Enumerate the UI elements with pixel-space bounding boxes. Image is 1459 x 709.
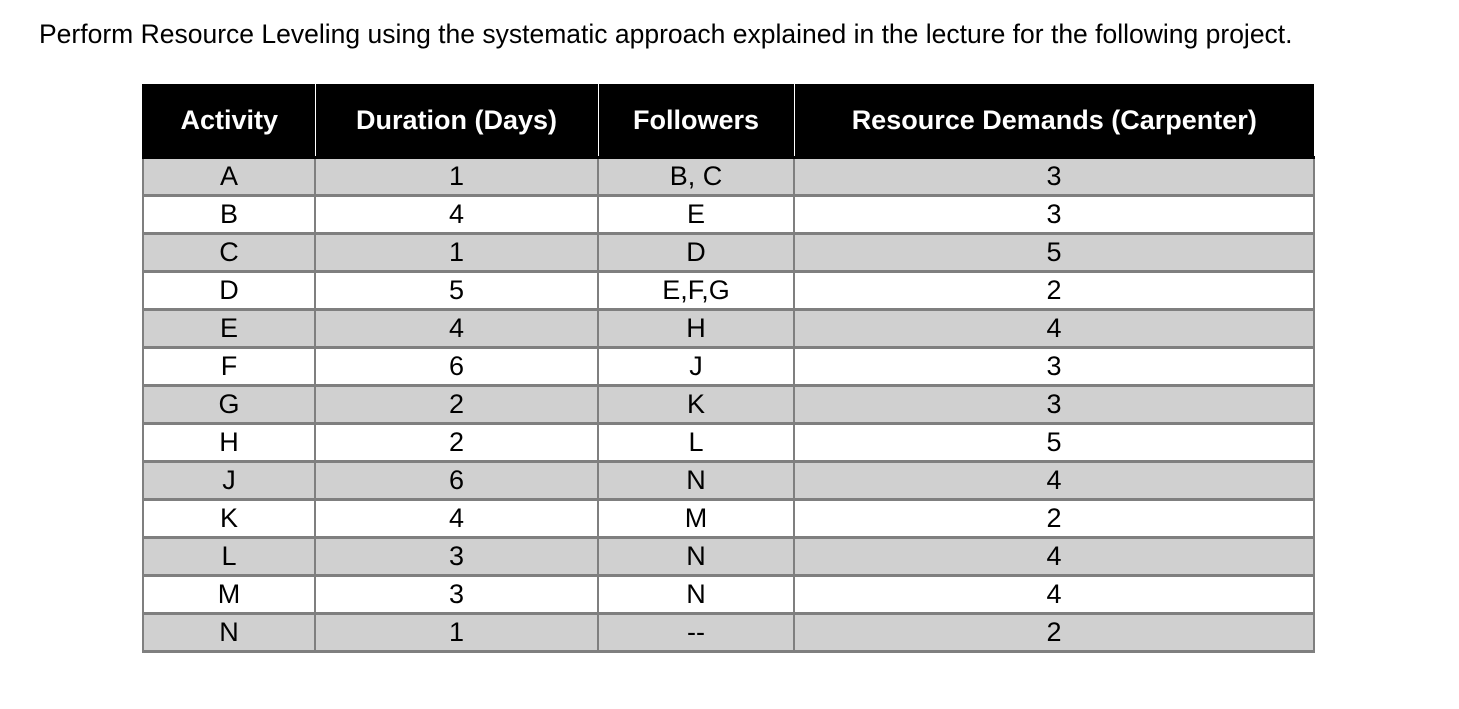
table-row <box>143 614 1314 652</box>
cell-followers: N <box>598 538 794 576</box>
cell-activity: A <box>143 158 315 196</box>
table-body <box>143 158 1314 652</box>
cell-followers: N <box>598 462 794 500</box>
table-row <box>143 462 1314 500</box>
table-row <box>143 538 1314 576</box>
cell-followers: D <box>598 234 794 272</box>
cell-activity: D <box>143 272 315 310</box>
cell-followers: H <box>598 310 794 348</box>
table-row <box>143 272 1314 310</box>
table-header <box>143 84 1314 158</box>
cell-activity: L <box>143 538 315 576</box>
cell-duration: 4 <box>315 500 598 538</box>
cell-duration: 4 <box>315 310 598 348</box>
cell-activity: C <box>143 234 315 272</box>
table-row <box>143 424 1314 462</box>
header-row <box>143 84 1314 158</box>
cell-followers: E,F,G <box>598 272 794 310</box>
cell-followers: M <box>598 500 794 538</box>
cell-followers: K <box>598 386 794 424</box>
cell-resource-demand: 4 <box>794 576 1314 614</box>
cell-duration: 3 <box>315 538 598 576</box>
table-row <box>143 576 1314 614</box>
cell-resource-demand: 4 <box>794 310 1314 348</box>
cell-activity: H <box>143 424 315 462</box>
cell-activity: M <box>143 576 315 614</box>
cell-activity: K <box>143 500 315 538</box>
table-row <box>143 386 1314 424</box>
cell-resource-demand: 4 <box>794 538 1314 576</box>
cell-duration: 5 <box>315 272 598 310</box>
cell-duration: 2 <box>315 424 598 462</box>
cell-duration: 1 <box>315 614 598 652</box>
cell-duration: 1 <box>315 158 598 196</box>
table-row <box>143 310 1314 348</box>
cell-duration: 6 <box>315 462 598 500</box>
cell-duration: 4 <box>315 196 598 234</box>
cell-activity: J <box>143 462 315 500</box>
cell-followers: B, C <box>598 158 794 196</box>
cell-followers: J <box>598 348 794 386</box>
cell-resource-demand: 3 <box>794 158 1314 196</box>
cell-resource-demand: 2 <box>794 614 1314 652</box>
cell-duration: 6 <box>315 348 598 386</box>
cell-activity: B <box>143 196 315 234</box>
table-row <box>143 500 1314 538</box>
cell-followers: E <box>598 196 794 234</box>
cell-resource-demand: 4 <box>794 462 1314 500</box>
table-row <box>143 348 1314 386</box>
table-row <box>143 234 1314 272</box>
cell-resource-demand: 2 <box>794 272 1314 310</box>
assignment-instruction: Perform Resource Leveling using the systematic approach explained in the lecture for the following project. <box>39 19 1293 49</box>
table-row <box>143 158 1314 196</box>
cell-activity: G <box>143 386 315 424</box>
cell-activity: E <box>143 310 315 348</box>
header-resource-demands: Resource Demands (Carpenter) <box>794 84 1314 158</box>
cell-duration: 1 <box>315 234 598 272</box>
cell-duration: 3 <box>315 576 598 614</box>
cell-resource-demand: 5 <box>794 234 1314 272</box>
cell-followers: L <box>598 424 794 462</box>
cell-activity: F <box>143 348 315 386</box>
cell-resource-demand: 3 <box>794 348 1314 386</box>
cell-activity: N <box>143 614 315 652</box>
header-followers: Followers <box>598 84 794 158</box>
cell-resource-demand: 5 <box>794 424 1314 462</box>
header-duration: Duration (Days) <box>315 84 598 158</box>
cell-followers: -- <box>598 614 794 652</box>
cell-followers: N <box>598 576 794 614</box>
cell-resource-demand: 3 <box>794 196 1314 234</box>
project-activities-table <box>142 84 1315 653</box>
table-row <box>143 196 1314 234</box>
header-activity: Activity <box>143 84 315 158</box>
cell-resource-demand: 3 <box>794 386 1314 424</box>
cell-duration: 2 <box>315 386 598 424</box>
cell-resource-demand: 2 <box>794 500 1314 538</box>
